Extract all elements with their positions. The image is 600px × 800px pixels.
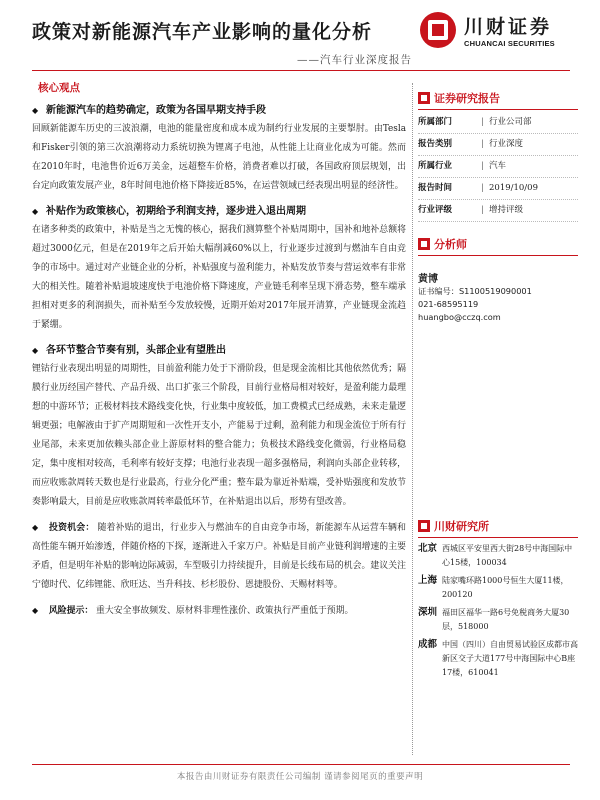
info-key: 所属行业 [418,161,453,171]
info-separator: | [481,183,484,193]
logo-chinese-name: 川财证券 [464,16,553,38]
office-city: 北京 [418,543,438,554]
info-key: 所属部门 [418,117,453,127]
info-row [418,112,578,134]
info-value: 行业深度 [489,139,524,149]
office-city: 深圳 [418,607,438,618]
section-square-icon [418,92,430,104]
institute-title: 川财研究所 [434,520,489,533]
footer-rule [32,764,570,765]
report-info-section [418,90,578,222]
analyst-title: 分析师 [434,238,467,251]
office-address: 陆家嘴环路1000号恒生大厦11楼，200120 [442,576,569,599]
info-separator: | [481,205,484,215]
company-logo [420,10,570,56]
block-body: 在诸多种类的政策中，补贴是当之无愧的核心，据我们测算整个补贴周期中，国补和地补总额将超过3000亿元，但是在2019年之后开始大幅削减60%以上，行业逐步过渡到与燃油车自由竞争的市场中。通过对产业链企业的分析，补贴强度与盈利能力，补贴发放节奏与营运效率有非常大的相关性。随着补贴退坡速度快于电池价格下降速度，产业链毛利率呈现下滑态势，整车端承担相对更多的利润损失，而补贴至今发放较慢，近期开始对2017年展开清算，产业链现金流趋于紧绷。 [32,225,406,330]
block-heading-text: 新能源汽车的趋势确定，政策为各国早期支持手段 [46,105,266,116]
info-value: 行业公司部 [489,117,532,127]
block-heading-text: 补贴作为政策核心，初期给予利润支持，逐步进入退出周期 [46,206,306,217]
analyst-section [418,236,578,324]
office-entry [418,574,578,602]
info-key: 报告时间 [418,183,453,193]
info-value: 2019/10/09 [489,183,538,193]
block-body: 回顾新能源车历史的三波浪潮，电池的能量密度和成本成为制约行业发展的主要掣肘。由Tesla和Fisker引领的第三次浪潮将动力系统切换为锂离子电池，从性能上让商业化成为可能。然而在2010年时，电池售价近6万美金，远超整车价格，消费者难以打破，各国政府顶层规划，出台定向政策发展产业，8年时间电池价格下降接近85%，在运营领域已经表现出明显的经济性。 [32,124,406,191]
core-block [32,601,406,621]
office-address: 中国（四川）自由贸易试验区成都市高新区交子大道177号中海国际中心B座17楼，610041 [442,640,578,677]
diamond-bullet-icon: ◆ [32,346,39,355]
analyst-email[interactable]: huangbo@cczq.com [418,312,501,322]
block-heading [32,101,406,120]
logo-mark-icon [420,12,456,48]
analyst-cert: 证书编号：S1100519090001 [418,286,532,296]
diamond-bullet-icon: ◆ [32,106,39,115]
report-title: 政策对新能源汽车产业影响的量化分析 [32,21,373,43]
block-heading [32,341,406,360]
section-rule [418,255,578,256]
block-inline-body: 重大安全事故频发、原材料非理性涨价、政策执行严重低于预期。 [96,606,354,616]
info-value: 增持评级 [489,205,524,215]
office-address: 西城区平安里西大街28号中海国际中心15楼，100034 [442,544,573,567]
analyst-name: 黄博 [418,274,438,285]
info-row [418,178,578,200]
office-city: 上海 [418,575,438,586]
block-inline-heading: 投资机会： [49,523,95,533]
diamond-bullet-icon: ◆ [32,207,39,216]
core-block [32,341,406,512]
block-body [32,601,406,621]
report-subtitle: ——汽车行业深度报告 [297,54,412,66]
section-square-icon [418,520,430,532]
info-value: 汽车 [489,161,507,171]
diamond-bullet-icon: ◆ [32,523,39,532]
block-heading-text: 各环节整合节奏有别，头部企业有望胜出 [46,345,226,356]
report-info-title: 证券研究报告 [434,92,500,105]
main-column [32,101,406,627]
section-square-icon [418,238,430,250]
block-body: 锂钴行业表现出明显的周期性，目前盈利能力处于下滑阶段，但是现金流相比其他依然优秀；隔膜行业历经国产替代、产品升级、出口扩张三个阶段，目前行业格局相对较好，是盈利能力最理想的中游环节；正极材料技术路线变化快，行业集中度较低，加工费模式已经成熟，未来走量逻辑更强；电解液由于扩产周期短和一次性开支小，产能易于过剩，盈利能力和现金流位于所有行业尾部，未来更加依赖头部企业上游原材料的整合能力；负极技术路线变化微弱，行业格局稳定，集中度相对较高，毛利率有较好支撑；电池行业表现一超多强格局，利润向头部企业转移，而应收账款周转天数也是行业最高，行业分化严重；整车最为靠近补贴端，受补贴强度和发放节奏影响最大，目前是应收账款周转率最低环节，在补贴退出以后，形势有望改善。 [32,364,406,507]
info-separator: | [481,161,484,171]
section-rule [418,109,578,110]
institute-section [418,518,578,680]
report-info-table [418,112,578,222]
office-address: 福田区福华一路6号免税商务大厦30层，518000 [442,608,570,631]
block-body [32,518,406,595]
core-block [32,202,406,335]
block-inline-heading: 风险提示： [48,606,94,616]
info-key: 行业评级 [418,205,453,215]
block-inline-body: 随着补贴的退出，行业步入与燃油车的自由竞争市场，新能源车从运营车辆和高性能车辆开始渗透，伴随价格的下探，逐渐进入千家万户。补贴是目前产业链利润增速的主要矛盾，但是明年补贴的影响边际减弱，车型吸引力持续提升，目前是长线布局的机会。建议关注宁德时代、亿纬锂能、欣旺达、当升科技、杉杉股份、恩捷股份、天赐材料等。 [32,523,406,590]
diamond-bullet-icon: ◆ [32,606,39,615]
header-rule [32,70,570,71]
logo-english-name: CHUANCAI SECURITIES [464,39,555,48]
core-block [32,518,406,595]
institute-heading [418,518,578,534]
info-separator: | [481,139,484,149]
office-entry [418,542,578,570]
column-divider [412,83,413,755]
core-block [32,101,406,196]
info-key: 报告类别 [418,139,453,149]
analyst-phone[interactable]: 021-68595119 [418,299,479,309]
office-entry [418,638,578,680]
office-city: 成都 [418,639,438,650]
office-entry [418,606,578,634]
report-info-heading [418,90,578,106]
analyst-heading [418,236,578,252]
info-row [418,134,578,156]
info-row [418,200,578,222]
core-views-title: 核心观点 [38,82,80,94]
footer-disclaimer: 本报告由川财证券有限责任公司编制 谨请参阅尾页的重要声明 [176,772,424,782]
info-separator: | [481,117,484,127]
info-row [418,156,578,178]
block-heading [32,202,406,221]
section-rule [418,537,578,538]
